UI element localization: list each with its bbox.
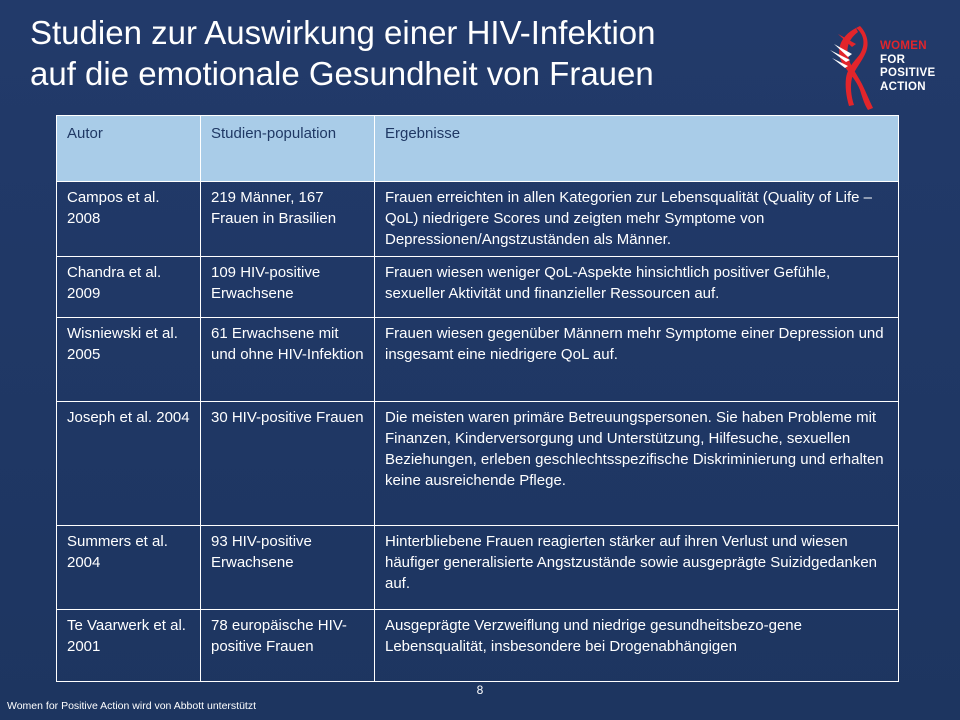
cell-population: 109 HIV-positive Erwachsene xyxy=(201,257,375,318)
header-author: Autor xyxy=(57,116,201,182)
cell-population: 61 Erwachsene mit und ohne HIV-Infektion xyxy=(201,318,375,402)
table-row xyxy=(57,257,899,318)
logo-text-action: ACTION xyxy=(880,80,926,93)
table-row xyxy=(57,402,899,526)
header-results: Ergebnisse xyxy=(375,116,899,182)
header-study-population: Studien-population xyxy=(201,116,375,182)
logo-text-women: WOMEN xyxy=(880,40,927,52)
cell-population: 219 Männer, 167 Frauen in Brasilien xyxy=(201,182,375,257)
table-row xyxy=(57,318,899,402)
table-header-row xyxy=(57,116,899,182)
logo-text-for: FOR xyxy=(880,53,906,66)
cell-results: Ausgeprägte Verzweiflung und niedrige gesundheitsbezo-gene Lebensqualität, insbesondere bei Drogenabhängigen xyxy=(375,610,899,682)
cell-results: Frauen erreichten in allen Kategorien zur Lebensqualität (Quality of Life – QoL) niedrigere Scores und zeigten mehr Symptome von Depressionen/Angstzuständen als Männer. xyxy=(375,182,899,257)
cell-population: 78 europäische HIV-positive Frauen xyxy=(201,610,375,682)
table-row xyxy=(57,610,899,682)
slide-title xyxy=(30,12,810,94)
logo-text-positive: POSITIVE xyxy=(880,67,936,79)
cell-author: Wisniewski et al. 2005 xyxy=(57,318,201,402)
studies-table xyxy=(56,115,899,682)
cell-results: Frauen wiesen weniger QoL-Aspekte hinsichtlich positiver Gefühle, sexueller Aktivität und finanzieller Ressourcen auf. xyxy=(375,257,899,318)
table-row xyxy=(57,182,899,257)
cell-results: Die meisten waren primäre Betreuungspersonen. Sie haben Probleme mit Finanzen, Kinderversorgung und Unterstützung, Hilfesuche, sexuellen Beziehungen, erleben geschlechtsspezifische Diskriminierung und erhalten keine ausreichende Pflege. xyxy=(375,402,899,526)
slide-title-line-1: Studien zur Auswirkung einer HIV-Infektion xyxy=(30,14,656,51)
footer-sponsor-note: Women for Positive Action wird von Abbott unterstützt xyxy=(7,700,257,712)
cell-author: Te Vaarwerk et al. 2001 xyxy=(57,610,201,682)
cell-author: Campos et al. 2008 xyxy=(57,182,201,257)
cell-author: Chandra et al. 2009 xyxy=(57,257,201,318)
cell-results: Hinterbliebene Frauen reagierten stärker auf ihren Verlust und wiesen häufiger generalisierte Angstzustände sowie ausgeprägte Suizidgedanken auf. xyxy=(375,526,899,610)
slide-title-line-2: auf die emotionale Gesundheit von Frauen xyxy=(30,55,654,92)
women-for-positive-action-logo xyxy=(826,14,956,114)
page-number: 8 xyxy=(476,683,484,697)
cell-population: 93 HIV-positive Erwachsene xyxy=(201,526,375,610)
cell-population: 30 HIV-positive Frauen xyxy=(201,402,375,526)
cell-results: Frauen wiesen gegenüber Männern mehr Symptome einer Depression und insgesamt eine niedrigere QoL auf. xyxy=(375,318,899,402)
cell-author: Joseph et al. 2004 xyxy=(57,402,201,526)
table-row xyxy=(57,526,899,610)
cell-author: Summers et al. 2004 xyxy=(57,526,201,610)
ribbon-wings-icon xyxy=(826,14,886,114)
logo-text xyxy=(880,40,935,94)
